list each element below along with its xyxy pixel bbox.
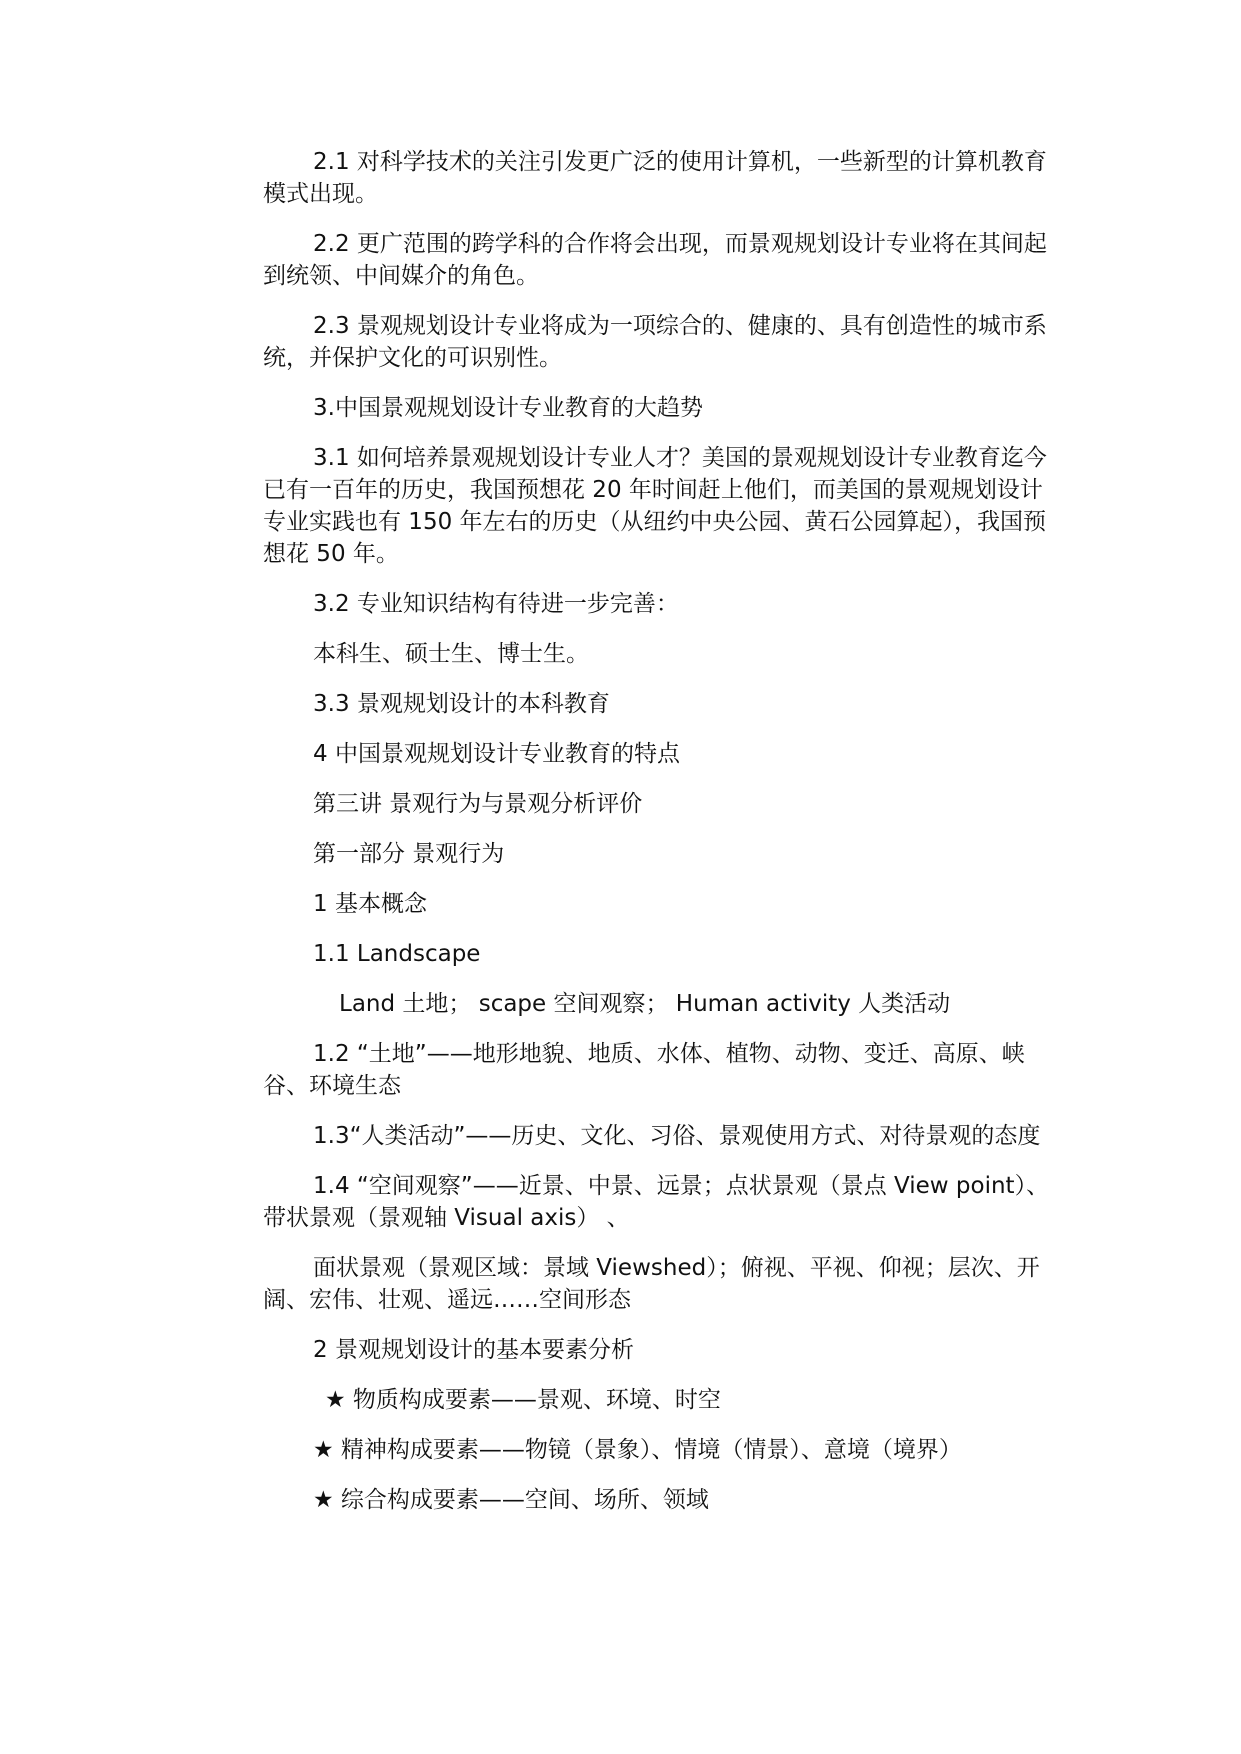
heading-3: 3.中国景观规划设计专业教育的大趋势 (313, 395, 703, 421)
heading-1: 1 基本概念 (313, 891, 427, 917)
star-item-integrated: ★ 综合构成要素——空间、场所、领域 (313, 1487, 709, 1513)
paragraph-1-2: 1.2 “土地”——地形地貌、地质、水体、植物、动物、变迁、高原、峡谷、环境生态 (263, 1041, 1025, 1099)
paragraph-3-1: 3.1 如何培养景观规划设计专业人才？美国的景观规划设计专业教育迄今已有一百年的历史，我国预想花 20 年时间赶上他们，而美国的景观规划设计专业实践也有 150 年左右的历史（从纽约中央公园、黄石公园算起），我国预想花 50 年。 (263, 445, 1047, 567)
paragraph-3-2: 3.2 专业知识结构有待进一步完善： (313, 591, 679, 617)
star-item-spiritual: ★ 精神构成要素——物镜（景象）、情境（情景）、意境（境界） (313, 1437, 962, 1463)
paragraph-2-1: 2.1 对科学技术的关注引发更广泛的使用计算机，一些新型的计算机教育模式出现。 (263, 149, 1047, 207)
star-item-material: ★ 物质构成要素——景观、环境、时空 (325, 1387, 721, 1413)
heading-4: 4 中国景观规划设计专业教育的特点 (313, 741, 680, 767)
paragraph-1-3: 1.3“人类活动”——历史、文化、习俗、景观使用方式、对待景观的态度 (313, 1123, 1041, 1149)
paragraph-2-2: 2.2 更广范围的跨学科的合作将会出现，而景观规划设计专业将在其间起到统领、中间媒介的角色。 (263, 231, 1047, 289)
paragraph-2-3: 2.3 景观规划设计专业将成为一项综合的、健康的、具有创造性的城市系统，并保护文化的可识别性。 (263, 313, 1047, 371)
degree-levels: 本科生、硕士生、博士生。 (313, 641, 589, 667)
document-body (263, 146, 1063, 1534)
landscape-definition: Land 土地； scape 空间观察； Human activity 人类活动 (339, 991, 951, 1017)
paragraph-3-3: 3.3 景观规划设计的本科教育 (313, 691, 610, 717)
lecture-title: 第三讲 景观行为与景观分析评价 (313, 791, 643, 817)
heading-1-1: 1.1 Landscape (313, 941, 481, 967)
part-title: 第一部分 景观行为 (313, 841, 505, 867)
paragraph-1-4-cont: 面状景观（景观区域：景域 Viewshed）；俯视、平视、仰视；层次、开阔、宏伟、壮观、遥远……空间形态 (263, 1255, 1040, 1313)
heading-2: 2 景观规划设计的基本要素分析 (313, 1337, 634, 1363)
paragraph-1-4: 1.4 “空间观察”——近景、中景、远景；点状景观（景点 View point）、带状景观（景观轴 Visual axis） 、 (263, 1173, 1050, 1231)
